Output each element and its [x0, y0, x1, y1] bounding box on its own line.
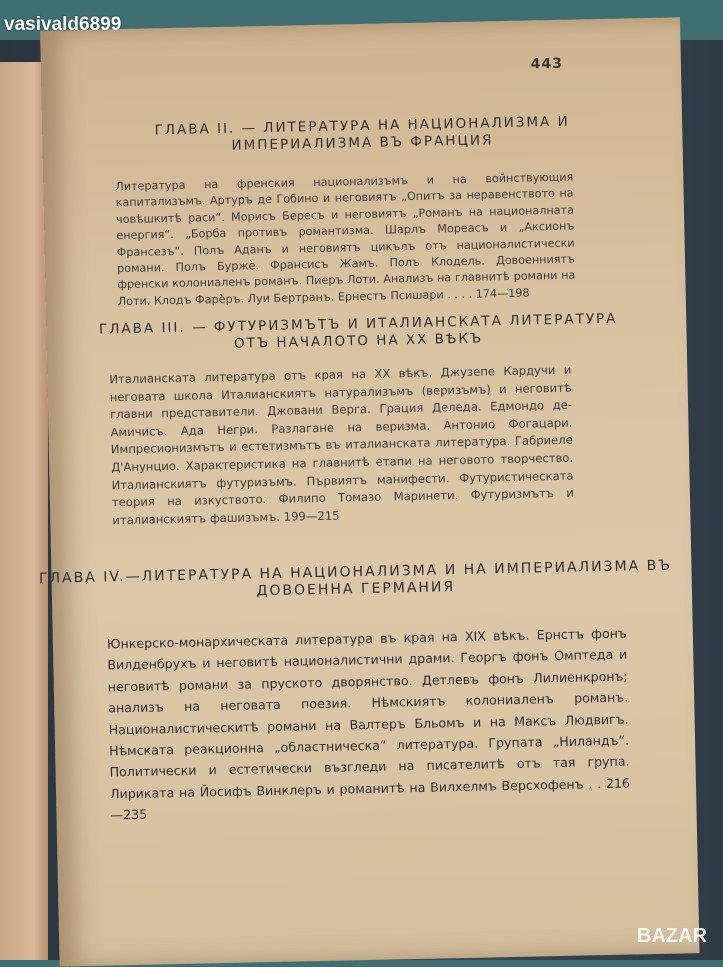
- page-number: 443: [530, 55, 564, 73]
- chapter-2-summary: Литература на френския национализъмъ и на войнствующия капитализъмъ. Артуръ де Гобино и неговиятъ „Опитъ за неравенството на човѣшкитѣ раси“. Морисъ Бересъ и неговиятъ „Романъ на националната енергия“. „Борба противъ романтизма. Шарлъ Мореасъ и „Аксионъ Франсезъ“. Полъ Аданъ и неговиятъ цикълъ отъ националистически романи. Полъ Буржѐ. Франсисъ Жамъ. Полъ Клодель. Довоенниятъ френски колониаленъ романъ. Пиеръ Лоти. Анализъ на главнитѣ романи на Лоти. Клодъ Фарѐръ. Луи Бертранъ. Ернестъ Псишари . . . . 174—198: [115, 170, 576, 308]
- chapter-3-summary: Италианската литература отъ края на XX вѣкъ. Джузепе Кардучи и неговата школа Италианскиятъ натурализъмъ (веризъмъ) и неговитѣ главни представители. Джовани Верга. Грация Деледа. Едмондо де-Амичисъ. Ада Негри. Разлагане на веризма. Антонио Фогацари. Импресионизмътъ и естетизмътъ въ италианската литература. Габриеле Д'Анунцио. Характеристика на главнитѣ етапи на неговото творчество. Италианскиятъ футуризъмъ. Първиятъ манифести. Футуристическата теория на изкуството. Филипо Томазо Маринети. Футуризмътъ и италианскиятъ фашизъмъ. 199—215: [109, 362, 575, 528]
- chapter-4-title: ГЛАВА IV.—ЛИТЕРАТУРА НА НАЦИОНАЛИЗМА И НА ИМПЕРИАЛИЗМА ВЪ ДОВОЕННА ГЕРМАНИЯ: [38, 557, 673, 600]
- left-page-edge: [0, 62, 48, 960]
- book-page: [40, 17, 699, 966]
- seller-username-watermark: vasivald6899: [4, 14, 122, 35]
- bazar-logo: BAZAR: [637, 925, 707, 947]
- chapter-2-title: ГЛАВА II. — ЛИТЕРАТУРА НА НАЦИОНАЛИЗМА И ИМПЕРИАЛИЗМА ВЪ ФРАНЦИЯ: [154, 113, 570, 154]
- chapter-3-title: ГЛАВА III. — ФУТУРИЗМЪТЪ И ИТАЛИАНСКАТА ЛИТЕРАТУРА ОТЪ НАЧАЛОТО НА XX ВѢКЪ: [98, 310, 618, 352]
- chapter-4-summary: Юнкерско-монархическата литература въ края на XIX вѣкъ. Ернстъ фонъ Вилденбрухъ и неговитѣ националистични драми. Георгъ фонъ Омптеда и неговитѣ романи за пруското дворянство. Детлевъ фонъ Лилиенкронъ; анализъ на неговата поезия. Нѣмскиятъ колониаленъ романъ. Националистическитѣ романи на Валтеръ Бльомъ и на Максъ Людвигъ. Нѣмската реакционна „областническа“ литература. Групата „Ниландъ“. Политически и естетически възгледи на писателитѣ отъ тая група. Лириката на Йосифъ Винклеръ и романитѣ на Вилхелмъ Версхофенъ . . 216—235: [106, 625, 631, 823]
